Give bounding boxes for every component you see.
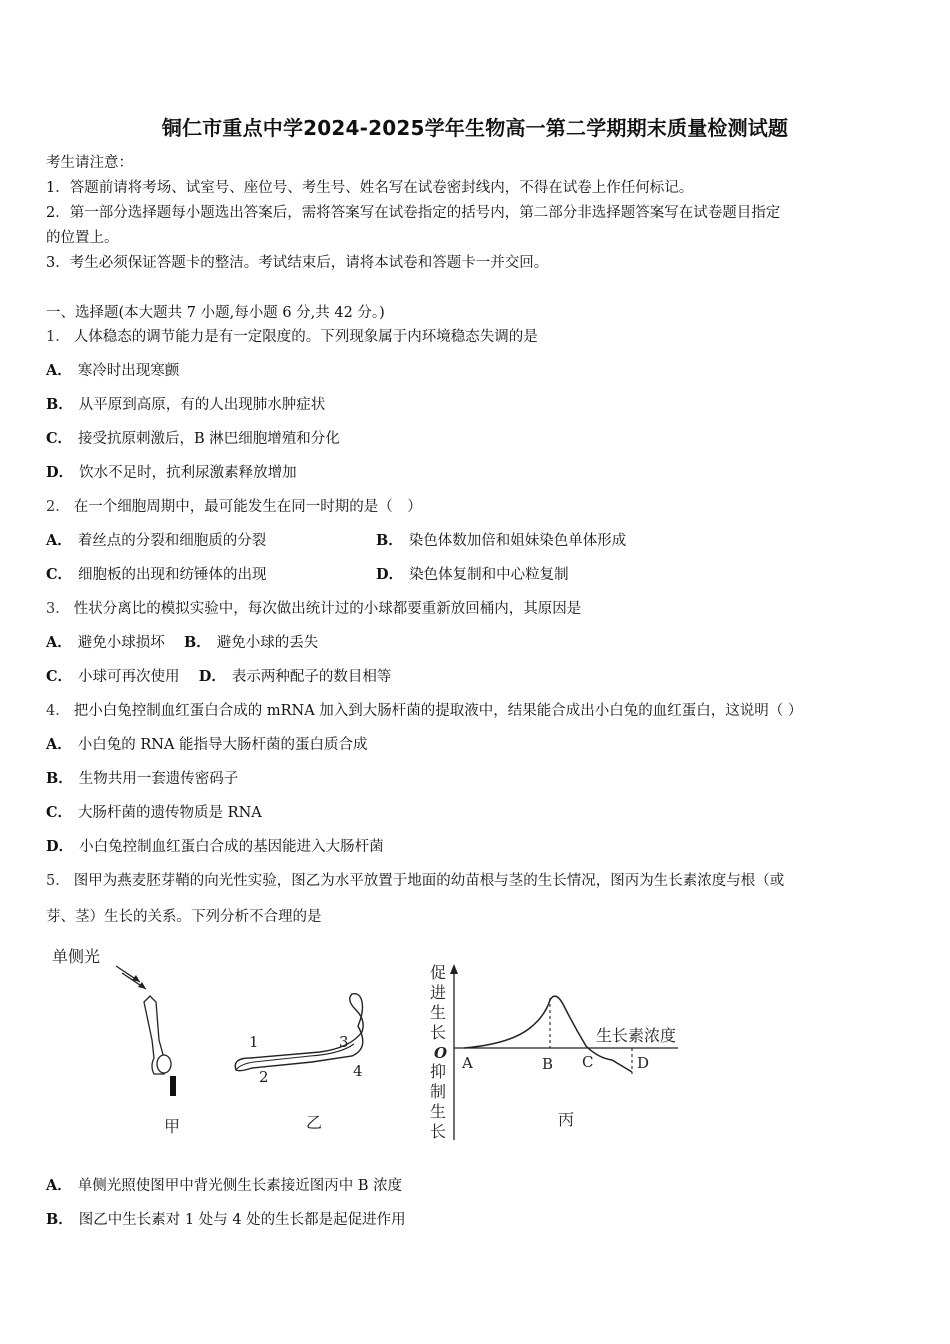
option-label: A． bbox=[46, 362, 72, 379]
question-1 bbox=[46, 327, 538, 347]
option-text: 染色体数加倍和姐妹染色单体形成 bbox=[408, 533, 627, 549]
light-arrow-head bbox=[138, 982, 146, 989]
question-5 bbox=[46, 871, 784, 891]
figure-yi bbox=[235, 994, 363, 1132]
question-stem: 性状分离比的模拟实验中，每次做出统计过的小球都要重新放回桶内，其原因是 bbox=[73, 601, 582, 617]
question-number: 1． bbox=[46, 329, 70, 345]
page-title: 铜仁市重点中学2024-2025学年生物高一第二学期期末质量检测试题 bbox=[161, 116, 789, 140]
option-label: A． bbox=[46, 532, 72, 549]
light-label: 单侧光 bbox=[52, 947, 101, 966]
option-label: C． bbox=[46, 430, 73, 447]
figure-bing bbox=[430, 963, 678, 1141]
option-b bbox=[46, 769, 238, 789]
y-down-label: 制 bbox=[430, 1082, 447, 1101]
question-4 bbox=[46, 701, 802, 721]
option-label: B． bbox=[46, 1211, 73, 1228]
option-c bbox=[46, 429, 340, 449]
question-number: 2． bbox=[46, 499, 70, 515]
point-c: C bbox=[582, 1053, 594, 1071]
origin-label: O bbox=[434, 1044, 448, 1062]
label-2: 2 bbox=[259, 1068, 269, 1086]
option-text: 大肠杆菌的遗传物质是 RNA bbox=[78, 805, 262, 821]
option-text: 避免小球损坏 bbox=[77, 635, 165, 651]
y-axis-arrow bbox=[450, 964, 458, 974]
caption-bing: 丙 bbox=[558, 1110, 575, 1129]
option-text: 避免小球的丢失 bbox=[216, 635, 319, 651]
y-down-label: 长 bbox=[430, 1122, 447, 1141]
option-text: 饮水不足时，抗利尿激素释放增加 bbox=[79, 465, 297, 481]
option-label: C． bbox=[46, 566, 73, 583]
notice-item: 2．第一部分选择题每小题选出答案后，需将答案写在试卷指定的括号内，第二部分非选择题答案写在试卷题目指定 bbox=[46, 205, 781, 221]
question-stem: 把小白兔控制血红蛋白合成的 mRNA 加入到大肠杆菌的提取液中，结果能合成出小白兔的血红蛋白，这说明（ ） bbox=[73, 703, 803, 719]
question-5-continued: 芽、茎）生长的关系。下列分析不合理的是 bbox=[46, 909, 322, 925]
option-label: A． bbox=[46, 736, 72, 753]
option-label: D． bbox=[46, 838, 74, 855]
option-d bbox=[46, 837, 384, 857]
option-text: 细胞板的出现和纺锤体的出现 bbox=[78, 567, 267, 583]
option-c bbox=[46, 803, 262, 823]
option-c bbox=[46, 565, 267, 585]
point-a: A bbox=[462, 1054, 473, 1072]
option-label: B． bbox=[183, 634, 211, 651]
option-row-ab bbox=[46, 633, 318, 653]
option-text: 着丝点的分裂和细胞质的分裂 bbox=[77, 533, 267, 549]
y-up-label: 生 bbox=[430, 1003, 447, 1022]
figure-svg bbox=[40, 940, 920, 1150]
option-a bbox=[46, 1176, 402, 1196]
option-label: B． bbox=[46, 396, 73, 413]
question-number: 4． bbox=[46, 703, 70, 719]
option-text: 从平原到高原，有的人出现肺水肿症状 bbox=[78, 397, 326, 413]
question-stem: 在一个细胞周期中，最可能发生在同一时期的是（ ） bbox=[73, 499, 422, 515]
label-3: 3 bbox=[339, 1033, 349, 1051]
notice-item: 的位置上。 bbox=[46, 230, 119, 246]
caption-jia: 甲 bbox=[164, 1117, 181, 1136]
option-a bbox=[46, 735, 368, 755]
y-up-label: 长 bbox=[430, 1023, 447, 1042]
option-text: 表示两种配子的数目相等 bbox=[231, 669, 392, 685]
option-row-cd bbox=[46, 667, 391, 687]
question-3 bbox=[46, 599, 581, 619]
point-b: B bbox=[542, 1055, 554, 1073]
section-heading: 一、选择题(本大题共 7 小题,每小题 6 分,共 42 分。) bbox=[46, 305, 385, 321]
point-d: D bbox=[637, 1054, 650, 1072]
option-text: 生物共用一套遗传密码子 bbox=[78, 771, 239, 787]
notice-item: 3．考生必须保证答题卡的整洁。考试结束后，请将本试卷和答题卡一并交回。 bbox=[46, 255, 549, 271]
figure-jia bbox=[52, 947, 180, 1136]
option-text: 染色体复制和中心粒复制 bbox=[409, 567, 569, 583]
base-block bbox=[170, 1076, 176, 1096]
option-d bbox=[46, 463, 297, 483]
option-b bbox=[46, 1210, 406, 1230]
option-text: 小球可再次使用 bbox=[78, 669, 180, 685]
option-text: 图乙中生长素对 1 处与 4 处的生长都是起促进作用 bbox=[78, 1212, 406, 1228]
y-down-label: 生 bbox=[430, 1102, 447, 1121]
option-label: D． bbox=[46, 464, 74, 481]
option-label: A． bbox=[46, 1177, 72, 1194]
option-b bbox=[46, 395, 325, 415]
seed bbox=[157, 1055, 171, 1073]
option-d bbox=[376, 565, 569, 585]
y-up-label: 进 bbox=[430, 983, 447, 1002]
figure-panel bbox=[40, 940, 920, 1150]
option-a bbox=[46, 361, 179, 381]
question-stem: 图甲为燕麦胚芽鞘的向光性实验，图乙为水平放置于地面的幼苗根与茎的生长情况，图丙为生长素浓度与根（或 bbox=[73, 873, 785, 889]
y-up-label: 促 bbox=[430, 963, 447, 982]
question-2 bbox=[46, 497, 422, 517]
option-label: D． bbox=[198, 668, 226, 685]
option-label: C． bbox=[46, 804, 73, 821]
question-number: 3． bbox=[46, 601, 70, 617]
x-axis-label: 生长素浓度 bbox=[596, 1026, 677, 1045]
option-a bbox=[46, 531, 266, 551]
label-1: 1 bbox=[249, 1033, 259, 1051]
option-text: 寒冷时出现寒颤 bbox=[77, 363, 180, 379]
label-4: 4 bbox=[353, 1062, 363, 1080]
caption-yi: 乙 bbox=[306, 1113, 323, 1132]
question-stem: 人体稳态的调节能力是有一定限度的。下列现象属于内环境稳态失调的是 bbox=[73, 329, 538, 345]
option-b bbox=[376, 531, 626, 551]
y-down-label: 抑 bbox=[430, 1062, 447, 1081]
option-text: 小白兔控制血红蛋白合成的基因能进入大肠杆菌 bbox=[79, 839, 384, 855]
option-text: 接受抗原刺激后，B 淋巴细胞增殖和分化 bbox=[78, 431, 340, 447]
option-label: C． bbox=[46, 668, 73, 685]
option-label: B． bbox=[376, 532, 403, 549]
option-text: 小白兔的 RNA 能指导大肠杆菌的蛋白质合成 bbox=[77, 737, 368, 753]
option-label: B． bbox=[46, 770, 73, 787]
notice-item: 1．答题前请将考场、试室号、座位号、考生号、姓名写在试卷密封线内，不得在试卷上作任何标记。 bbox=[46, 180, 694, 196]
option-text: 单侧光照使图甲中背光侧生长素接近图丙中 B 浓度 bbox=[77, 1178, 403, 1194]
notice-heading: 考生请注意： bbox=[46, 155, 133, 171]
option-label: A． bbox=[46, 634, 72, 651]
question-number: 5． bbox=[46, 873, 70, 889]
option-label: D． bbox=[376, 566, 404, 583]
